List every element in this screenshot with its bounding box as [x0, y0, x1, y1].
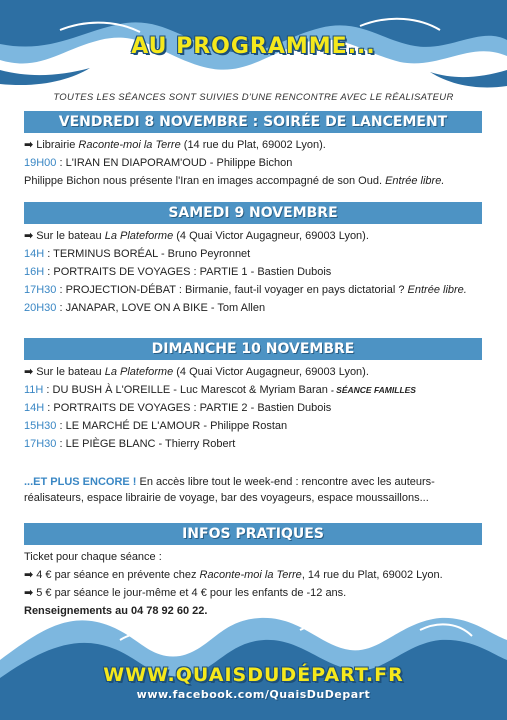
arrow-right-icon: ➡ — [24, 230, 34, 242]
event-description: Philippe Bichon nous présente l'Iran en images accompagné de son Oud. Entrée libre. — [24, 175, 445, 187]
section-saturday — [24, 202, 482, 317]
contact-line: Renseignements au 04 78 92 60 22. — [24, 605, 208, 617]
extra-lead: ...ET PLUS ENCORE ! — [24, 476, 137, 488]
event-line: 16H : PORTRAITS DE VOYAGES : PARTIE 1 - Bastien Dubois — [24, 266, 332, 278]
arrow-right-icon: ➡ — [24, 366, 34, 378]
page-title: AU PROGRAMME... — [131, 34, 376, 59]
infos-band: INFOS PRATIQUES — [24, 523, 482, 545]
price-line: ➡ 4 € par séance en prévente chez Raconte-moi la Terre, 14 rue du Plat, 69002 Lyon. — [24, 569, 443, 581]
section-friday — [24, 111, 482, 190]
event-line: 17H30 : PROJECTION-DÉBAT : Birmanie, faut-il voyager en pays dictatorial ? Entrée libre. — [24, 284, 467, 296]
arrow-right-icon: ➡ — [24, 587, 34, 599]
event-line: 14H : PORTRAITS DE VOYAGES : PARTIE 2 - Bastien Dubois — [24, 402, 332, 414]
ticket-label: Ticket pour chaque séance : — [24, 551, 162, 563]
venue-line: ➡ Sur le bateau La Plateforme (4 Quai Victor Augagneur, 69003 Lyon). — [24, 366, 369, 378]
page-subtitle: TOUTES LES SÉANCES SONT SUIVIES D'UNE RENCONTRE AVEC LE RÉALISATEUR — [53, 92, 454, 103]
extra-activities — [24, 474, 482, 506]
venue-line: ➡ Librairie Raconte-moi la Terre (14 rue du Plat, 69002 Lyon). — [24, 139, 326, 151]
event-line: 20H30 : JANAPAR, LOVE ON A BIKE - Tom Allen — [24, 302, 266, 314]
event-line: 11H : DU BUSH À L'OREILLE - Luc Marescot & Myriam Baran - SÉANCE FAMILLES — [24, 384, 416, 396]
event-line: 15H30 : LE MARCHÉ DE L'AMOUR - Philippe Rostan — [24, 420, 288, 432]
day-band-saturday: SAMEDI 9 NOVEMBRE — [24, 202, 482, 224]
facebook-link[interactable]: www.facebook.com/QuaisDuDepart — [136, 688, 371, 701]
event-line: 19H00 : L'IRAN EN DIAPORAM'OUD - Philippe Bichon — [24, 157, 293, 169]
bottom-wave-decoration — [0, 600, 507, 720]
website-link[interactable]: WWW.QUAISDUDÉPART.FR — [103, 664, 404, 686]
arrow-right-icon: ➡ — [24, 139, 34, 151]
day-band-friday: VENDREDI 8 NOVEMBRE : SOIRÉE DE LANCEMENT — [24, 111, 482, 133]
day-band-sunday: DIMANCHE 10 NOVEMBRE — [24, 338, 482, 360]
extra-text: En accès libre tout le week-end : rencontre avec les auteurs-réalisateurs, espace librairie de voyage, bar des voyageurs, espace moussaillons... — [24, 476, 435, 504]
event-line: 14H : TERMINUS BORÉAL - Bruno Peyronnet — [24, 248, 251, 260]
event-line: 17H30 : LE PIÈGE BLANC - Thierry Robert — [24, 438, 236, 450]
section-sunday — [24, 338, 482, 453]
arrow-right-icon: ➡ — [24, 569, 34, 581]
price-line: ➡ 5 € par séance le jour-même et 4 € pour les enfants de -12 ans. — [24, 587, 347, 599]
venue-line: ➡ Sur le bateau La Plateforme (4 Quai Victor Augagneur, 69003 Lyon). — [24, 230, 369, 242]
